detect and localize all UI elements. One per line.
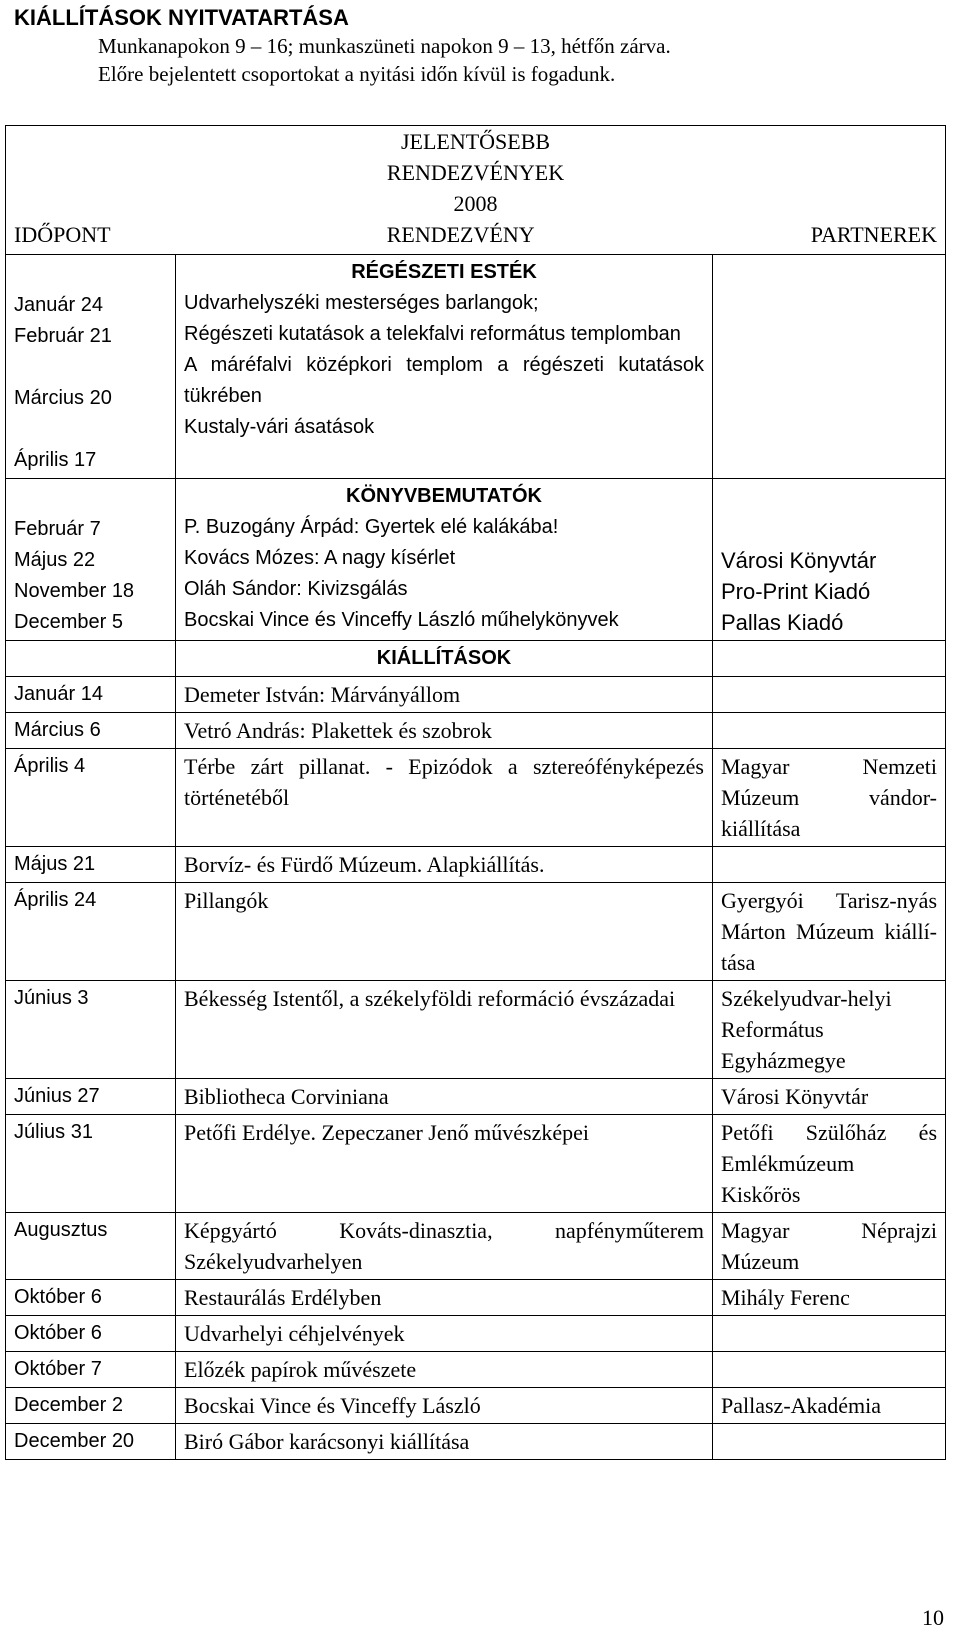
partner-cell: Pallasz-Akadémia	[713, 1388, 946, 1424]
date-cell: Július 31	[6, 1115, 176, 1213]
partner-cell	[713, 1316, 946, 1352]
date-cell: Augusztus	[6, 1213, 176, 1280]
table-row	[6, 1352, 946, 1388]
partner-cell	[713, 1352, 946, 1388]
events-table	[5, 125, 946, 1460]
date-text: Március 20	[14, 387, 112, 409]
section-heading: KÖNYVBEMUTATÓK	[346, 485, 542, 507]
table-row	[6, 1213, 946, 1280]
table-row	[6, 1424, 946, 1460]
table-title-line: JELENTŐSEBB	[400, 129, 551, 154]
table-row	[6, 981, 946, 1079]
table-row	[6, 1115, 946, 1213]
section-row-regeszeti	[6, 255, 946, 479]
date-cell	[6, 255, 176, 479]
event-cell: Előzék papírok művészete	[176, 1352, 713, 1388]
partner-cell: Magyar Néprajzi Múzeum	[713, 1213, 946, 1280]
section-heading: KIÁLLÍTÁSOK	[376, 647, 512, 669]
partner-spacer	[721, 514, 937, 545]
table-row	[6, 1388, 946, 1424]
event-cell: Térbe zárt pillanat. - Epizódok a sztereófényképezés történetéből	[176, 749, 713, 847]
partner-cell: Székelyudvar-helyi Református Egyházmegye	[713, 981, 946, 1079]
date-cell: Május 21	[6, 847, 176, 883]
event-cell: Bibliotheca Corviniana	[176, 1079, 713, 1115]
column-header-date: IDŐPONT	[14, 222, 111, 247]
table-row	[6, 1079, 946, 1115]
date-cell: December 2	[6, 1388, 176, 1424]
partner-cell: Mihály Ferenc	[713, 1280, 946, 1316]
group-visits-line: Előre bejelentett csoportokat a nyitási időn kívül is fogadunk.	[98, 62, 616, 86]
table-title-line: 2008	[453, 191, 498, 216]
event-cell: Petőfi Erdélye. Zepeczaner Jenő művészképei	[176, 1115, 713, 1213]
event-cell: Udvarhelyi céhjelvények	[176, 1316, 713, 1352]
event-cell: Restaurálás Erdélyben	[176, 1280, 713, 1316]
date-cell: Április 4	[6, 749, 176, 847]
event-cell: Demeter István: Márványállom	[176, 677, 713, 713]
column-headers	[14, 219, 937, 250]
date-cell: Október 6	[6, 1280, 176, 1316]
table-row	[6, 749, 946, 847]
partner-cell	[713, 255, 946, 479]
table-row	[6, 1316, 946, 1352]
partner-cell	[713, 677, 946, 713]
partner-cell	[713, 847, 946, 883]
event-cell: Borvíz- és Fürdő Múzeum. Alapkiállítás.	[176, 847, 713, 883]
exhibit-rows	[6, 677, 946, 1460]
event-cell: Képgyártó Kováts-dinasztia, napfényműterem Székelyudvarhelyen	[176, 1213, 713, 1280]
event-cell: Bocskai Vince és Vinceffy László	[176, 1388, 713, 1424]
date-text: Május 22	[14, 549, 96, 571]
date-text: November 18	[14, 580, 135, 602]
date-text: December 5	[14, 611, 123, 633]
partner-cell	[713, 1424, 946, 1460]
partner-cell	[713, 641, 946, 677]
event-text: P. Buzogány Árpád: Gyertek elé kalákába!	[184, 516, 559, 538]
table-title	[14, 126, 937, 219]
date-cell: Március 6	[6, 713, 176, 749]
page-number: 10	[922, 1605, 944, 1630]
page-title: KIÁLLÍTÁSOK NYITVATARTÁSA	[14, 5, 349, 30]
date-spacer	[14, 414, 167, 445]
event-cell	[176, 479, 713, 641]
event-text: A máréfalvi középkori templom a régészeti kutatások tükrében	[184, 354, 704, 407]
date-cell: Június 3	[6, 981, 176, 1079]
column-header-event: RENDEZVÉNY	[386, 222, 535, 247]
event-text: Bocskai Vince és Vinceffy László műhelykönyvek	[184, 609, 619, 631]
date-spacer	[14, 352, 167, 383]
section-heading: RÉGÉSZETI ESTÉK	[351, 261, 537, 283]
date-cell: Január 14	[6, 677, 176, 713]
table-row	[6, 883, 946, 981]
date-text: Február 7	[14, 518, 101, 540]
date-text: Január 24	[14, 294, 103, 316]
event-text: Oláh Sándor: Kivizsgálás	[184, 578, 408, 600]
opening-hours-line: Munkanapokon 9 – 16; munkaszüneti napokon 9 – 13, hétfőn zárva.	[98, 34, 671, 58]
partner-cell: Városi Könyvtár	[713, 1079, 946, 1115]
partner-text: Pallas Kiadó	[721, 610, 844, 635]
event-text: Kovács Mózes: A nagy kísérlet	[184, 547, 456, 569]
column-header-partner: PARTNEREK	[810, 222, 938, 247]
partner-text: Pro-Print Kiadó	[721, 579, 871, 604]
event-cell: Békesség Istentől, a székelyföldi reformáció évszázadai	[176, 981, 713, 1079]
partner-cell: Magyar Nemzeti Múzeum vándor-kiállítása	[713, 749, 946, 847]
partner-cell	[713, 713, 946, 749]
date-cell	[6, 479, 176, 641]
table-header-row	[6, 126, 946, 255]
event-text: Kustaly-vári ásatások	[184, 416, 375, 438]
date-cell: Október 7	[6, 1352, 176, 1388]
partner-cell	[713, 479, 946, 641]
table-row	[6, 847, 946, 883]
partner-text: Városi Könyvtár	[721, 548, 877, 573]
table-row	[6, 677, 946, 713]
event-cell	[176, 641, 713, 677]
event-cell: Biró Gábor karácsonyi kiállítása	[176, 1424, 713, 1460]
table-row	[6, 1280, 946, 1316]
date-text: Április 17	[14, 449, 97, 471]
page-header	[14, 4, 944, 88]
event-text: Udvarhelyszéki mesterséges barlangok;	[184, 292, 539, 314]
table-row	[6, 713, 946, 749]
event-cell	[176, 255, 713, 479]
event-cell: Vetró András: Plakettek és szobrok	[176, 713, 713, 749]
partner-cell: Gyergyói Tarisz-nyás Márton Múzeum kiállí-tása	[713, 883, 946, 981]
table-title-line: RENDEZVÉNYEK	[386, 160, 565, 185]
date-cell: Június 27	[6, 1079, 176, 1115]
date-cell: December 20	[6, 1424, 176, 1460]
section-row-kiallitasok	[6, 641, 946, 677]
partner-cell: Petőfi Szülőház és Emlékmúzeum Kiskőrös	[713, 1115, 946, 1213]
section-row-konyv	[6, 479, 946, 641]
date-cell: Április 24	[6, 883, 176, 981]
date-cell: Október 6	[6, 1316, 176, 1352]
event-text: Régészeti kutatások a telekfalvi református templomban	[184, 323, 681, 345]
date-text: Február 21	[14, 325, 112, 347]
event-cell: Pillangók	[176, 883, 713, 981]
date-cell	[6, 641, 176, 677]
